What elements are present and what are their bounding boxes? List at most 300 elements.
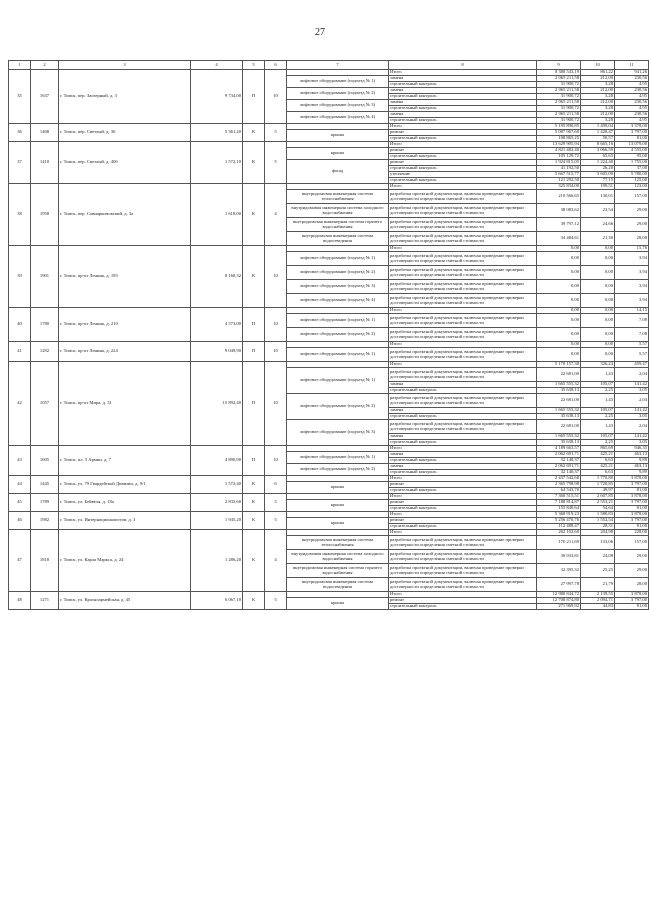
system-cell: крыша bbox=[287, 598, 389, 610]
unit-cost-cell: 8 665,16 bbox=[581, 142, 615, 148]
unit-cost-cell: 2,25 bbox=[581, 440, 615, 446]
row-number-cell: 48 bbox=[9, 592, 31, 610]
limit-cost-cell: 2,04 bbox=[615, 368, 649, 382]
limit-cost-cell: 3,05 bbox=[615, 388, 649, 394]
system-cell: лифтовое оборудование (подъезд № 2) bbox=[287, 266, 389, 280]
address-cell: г. Томск, пр-кт Ленина, д. 224 bbox=[59, 342, 191, 362]
floors-cell: 10 bbox=[265, 246, 287, 308]
unit-cost-cell: 105,07 bbox=[581, 434, 615, 440]
work-type-cell: Итого bbox=[389, 246, 537, 252]
work-type-cell: строительный контроль bbox=[389, 524, 537, 530]
work-type-cell: разработка проектной документации, включая проведение проверки достоверности определения сметной стоимости bbox=[389, 252, 537, 266]
limit-cost-cell: 463,13 bbox=[615, 464, 649, 470]
unit-cost-cell: 23,54 bbox=[581, 204, 615, 218]
floors-cell: 4 bbox=[265, 530, 287, 592]
system-cell: крыша bbox=[287, 148, 389, 160]
cost-cell: 31 900,72 bbox=[537, 94, 581, 100]
unit-cost-cell: 1 428,47 bbox=[581, 130, 615, 136]
unit-cost-cell: 1 580,83 bbox=[581, 512, 615, 518]
unit-cost-cell: 130,01 bbox=[581, 190, 615, 204]
floors-cell: 10 bbox=[265, 342, 287, 362]
work-type-cell: строительный контроль bbox=[389, 82, 537, 88]
area-cell: 8 168,32 bbox=[191, 246, 243, 308]
wall-material-cell: К bbox=[243, 124, 265, 142]
limit-cost-cell: 3,94 bbox=[615, 280, 649, 294]
work-type-cell: разработка проектной документации, включая проведение проверки достоверности определения сметной стоимости bbox=[389, 550, 537, 564]
unit-cost-cell: 3,28 bbox=[581, 106, 615, 112]
limit-cost-cell: 3 878,00 bbox=[615, 476, 649, 482]
system-cell: лифтовое оборудование (подъезд № 4) bbox=[287, 112, 389, 124]
work-type-cell: строительный контроль bbox=[389, 178, 537, 184]
work-type-cell: ремонт bbox=[389, 598, 537, 604]
area-cell: 5 361,20 bbox=[191, 124, 243, 142]
limit-cost-cell: 1 755,00 bbox=[615, 160, 649, 166]
work-type-cell: строительный контроль bbox=[389, 506, 537, 512]
floors-cell: 10 bbox=[265, 362, 287, 446]
wall-material-cell: П bbox=[243, 70, 265, 124]
address-cell: г. Томск, пр-кт Ленина, д. 210 bbox=[59, 308, 191, 342]
unit-cost-cell: 0,00 bbox=[581, 280, 615, 294]
cost-cell: 7 188 814,87 bbox=[537, 500, 581, 506]
limit-cost-cell: 3 878,00 bbox=[615, 494, 649, 500]
limit-cost-cell: 3,94 bbox=[615, 294, 649, 308]
wall-material-cell: П bbox=[243, 342, 265, 362]
unit-cost-cell: 49,97 bbox=[581, 488, 615, 494]
work-type-cell: разработка проектной документации, включая проведение проверки достоверности определения сметной стоимости bbox=[389, 204, 537, 218]
work-type-cell: замена bbox=[389, 382, 537, 388]
address-cell: г. Томск, пл. 5 Армии, д. 7 bbox=[59, 446, 191, 476]
work-type-cell: Итого bbox=[389, 476, 537, 482]
cost-cell: 0,00 bbox=[537, 314, 581, 328]
house-code-cell: 1605 bbox=[31, 446, 59, 476]
wall-material-cell: К bbox=[243, 530, 265, 592]
cost-cell: 32 395,32 bbox=[537, 564, 581, 578]
limit-cost-cell: 81,00 bbox=[615, 604, 649, 610]
area-cell: 6 067,10 bbox=[191, 592, 243, 610]
cost-cell: 31 900,72 bbox=[537, 82, 581, 88]
limit-cost-cell: 4 555,00 bbox=[615, 148, 649, 154]
row-number-cell: 36 bbox=[9, 124, 31, 142]
work-type-cell: разработка проектной документации, включая проведение проверки достоверности определения сметной стоимости bbox=[389, 536, 537, 550]
unit-cost-cell: 105,07 bbox=[581, 382, 615, 388]
row-number-cell: 44 bbox=[9, 476, 31, 494]
system-cell: крыша bbox=[287, 130, 389, 142]
area-cell: 4 890,90 bbox=[191, 446, 243, 476]
work-type-cell: Итого bbox=[389, 70, 537, 76]
cost-cell: 0,00 bbox=[537, 328, 581, 342]
program-table-wrapper bbox=[8, 60, 647, 610]
cost-cell: 34 484,61 bbox=[537, 232, 581, 246]
unit-cost-cell: 425,21 bbox=[581, 464, 615, 470]
cost-cell: 5 667 515,77 bbox=[537, 172, 581, 178]
column-number-header: 5 bbox=[243, 61, 265, 70]
unit-cost-cell: 1 720,85 bbox=[581, 482, 615, 488]
house-code-cell: 1410 bbox=[31, 142, 59, 184]
limit-cost-cell: 95,00 bbox=[615, 154, 649, 160]
cost-cell: 2 062 691,71 bbox=[537, 452, 581, 458]
unit-cost-cell: 44,83 bbox=[581, 604, 615, 610]
system-cell: фасад bbox=[287, 160, 389, 184]
unit-cost-cell: 1,43 bbox=[581, 368, 615, 382]
limit-cost-cell: 141,42 bbox=[615, 408, 649, 414]
limit-cost-cell: 4,95 bbox=[615, 118, 649, 124]
unit-cost-cell: 861,22 bbox=[581, 70, 615, 76]
limit-cost-cell: 9,89 bbox=[615, 470, 649, 476]
cost-cell: 22 681,00 bbox=[537, 420, 581, 434]
house-code-cell: 1818 bbox=[31, 530, 59, 592]
house-code-cell: 1780 bbox=[31, 308, 59, 342]
system-cell: крыша bbox=[287, 500, 389, 512]
limit-cost-cell: 230,56 bbox=[615, 88, 649, 94]
area-cell: 1 572,40 bbox=[191, 476, 243, 494]
house-code-cell: 1901 bbox=[31, 246, 59, 308]
unit-cost-cell: 24,66 bbox=[581, 218, 615, 232]
table-body bbox=[9, 70, 649, 610]
row-number-cell: 47 bbox=[9, 530, 31, 592]
limit-cost-cell: 5 780,00 bbox=[615, 172, 649, 178]
cost-cell: 8 380 543,19 bbox=[537, 70, 581, 76]
cost-cell: 7 360 515,51 bbox=[537, 494, 581, 500]
limit-cost-cell: 3 797,00 bbox=[615, 130, 649, 136]
work-type-cell: строительный контроль bbox=[389, 154, 537, 160]
work-type-cell: Итого bbox=[389, 530, 537, 536]
cost-cell: 2 062 691,71 bbox=[537, 464, 581, 470]
floors-cell: 5 bbox=[265, 142, 287, 184]
unit-cost-cell: 2,25 bbox=[581, 388, 615, 394]
limit-cost-cell: 123,00 bbox=[615, 184, 649, 190]
unit-cost-cell: 326,24 bbox=[581, 362, 615, 368]
unit-cost-cell: 199,51 bbox=[581, 184, 615, 190]
unit-cost-cell: 1 499,04 bbox=[581, 124, 615, 130]
limit-cost-cell: 230,56 bbox=[615, 76, 649, 82]
unit-cost-cell: 21,79 bbox=[581, 578, 615, 592]
cost-cell: 35 638,13 bbox=[537, 440, 581, 446]
system-cell: лифтовое оборудование (подъезд № 3) bbox=[287, 420, 389, 446]
limit-cost-cell: 3,05 bbox=[615, 440, 649, 446]
cost-cell: 0,00 bbox=[537, 266, 581, 280]
cost-cell: 32 140,37 bbox=[537, 470, 581, 476]
wall-material-cell: К bbox=[243, 184, 265, 246]
cost-cell: 64 543,70 bbox=[537, 488, 581, 494]
cost-cell: 2 365 798,98 bbox=[537, 482, 581, 488]
unit-cost-cell: 50,57 bbox=[581, 136, 615, 142]
system-cell: лифтовое оборудование (подъезд № 4) bbox=[287, 294, 389, 308]
floors-cell: 5 bbox=[265, 124, 287, 142]
limit-cost-cell: 13 079,00 bbox=[615, 142, 649, 148]
area-cell: 9 734,00 bbox=[191, 70, 243, 124]
system-cell: лифтовое оборудование (подъезд № 2) bbox=[287, 464, 389, 476]
row-number-cell: 41 bbox=[9, 342, 31, 362]
unit-cost-cell: 6,63 bbox=[581, 458, 615, 464]
system-cell: лифтовое оборудование (подъезд № 1) bbox=[287, 452, 389, 464]
work-type-cell: строительный контроль bbox=[389, 414, 537, 420]
house-code-cell: 1982 bbox=[31, 512, 59, 530]
cost-cell: 41 192,50 bbox=[537, 166, 581, 172]
row-number-cell: 40 bbox=[9, 308, 31, 342]
limit-cost-cell: 941,26 bbox=[615, 70, 649, 76]
unit-cost-cell: 105,07 bbox=[581, 408, 615, 414]
limit-cost-cell: 4,95 bbox=[615, 106, 649, 112]
wall-material-cell: К bbox=[243, 142, 265, 184]
floors-cell: 10 bbox=[265, 446, 287, 476]
work-type-cell: разработка проектной документации, включая проведение проверки достоверности определения сметной стоимости bbox=[389, 348, 537, 362]
work-type-cell: ремонт bbox=[389, 148, 537, 154]
work-type-cell: разработка проектной документации, включая проведение проверки достоверности определения сметной стоимости bbox=[389, 190, 537, 204]
limit-cost-cell: 15,76 bbox=[615, 246, 649, 252]
unit-cost-cell: 0,00 bbox=[581, 348, 615, 362]
work-type-cell: утепление bbox=[389, 172, 537, 178]
system-cell: лифтовое оборудование (подъезд № 2) bbox=[287, 88, 389, 100]
house-code-cell: 1789 bbox=[31, 494, 59, 512]
work-type-cell: строительный контроль bbox=[389, 136, 537, 142]
cost-cell: 271 969,92 bbox=[537, 604, 581, 610]
work-type-cell: Итого bbox=[389, 142, 537, 148]
limit-cost-cell: 5,57 bbox=[615, 342, 649, 348]
unit-cost-cell: 1,43 bbox=[581, 420, 615, 434]
work-type-cell: замена bbox=[389, 112, 537, 118]
house-code-cell: 1408 bbox=[31, 124, 59, 142]
unit-cost-cell: 2 094,71 bbox=[581, 598, 615, 604]
unit-cost-cell: 212,00 bbox=[581, 112, 615, 118]
area-cell: 4 573,00 bbox=[191, 308, 243, 342]
system-cell: лифтовое оборудование (подъезд № 1) bbox=[287, 76, 389, 88]
floors-cell: 5 bbox=[265, 512, 287, 530]
limit-cost-cell: 29,00 bbox=[615, 218, 649, 232]
work-type-cell: строительный контроль bbox=[389, 604, 537, 610]
unit-cost-cell: 0,00 bbox=[581, 314, 615, 328]
system-cell: лифтовое оборудование (подъезд № 1) bbox=[287, 348, 389, 362]
system-cell: внутридомовая инженерная система горячего водоснабжения bbox=[287, 564, 389, 578]
work-type-cell: Итого bbox=[389, 184, 537, 190]
work-type-cell: строительный контроль bbox=[389, 458, 537, 464]
limit-cost-cell: 4,95 bbox=[615, 82, 649, 88]
work-type-cell: Итого bbox=[389, 362, 537, 368]
work-type-cell: разработка проектной документации, включая проведение проверки достоверности определения сметной стоимости bbox=[389, 280, 537, 294]
work-type-cell: строительный контроль bbox=[389, 94, 537, 100]
address-cell: г. Томск, пр-кт Мира, д. 31 bbox=[59, 362, 191, 446]
limit-cost-cell: 7,08 bbox=[615, 314, 649, 328]
column-number-row bbox=[9, 61, 649, 70]
work-type-cell: строительный контроль bbox=[389, 118, 537, 124]
cost-cell: 1 665 555,32 bbox=[537, 434, 581, 440]
limit-cost-cell: 3,05 bbox=[615, 414, 649, 420]
work-type-cell: разработка проектной документации, включая проведение проверки достоверности определения сметной стоимости bbox=[389, 294, 537, 308]
column-number-header: 8 bbox=[389, 61, 537, 70]
system-cell: внутридомовая инженерная система теплоснабжения bbox=[287, 190, 389, 204]
limit-cost-cell: 141,42 bbox=[615, 434, 649, 440]
system-cell: внутридомовая инженерная система холодного водоснабжения bbox=[287, 550, 389, 564]
wall-material-cell: П bbox=[243, 446, 265, 476]
work-type-cell: строительный контроль bbox=[389, 106, 537, 112]
work-type-cell: ремонт bbox=[389, 160, 537, 166]
cost-cell: 210 566,65 bbox=[537, 190, 581, 204]
work-type-cell: разработка проектной документации, включая проведение проверки достоверности определения сметной стоимости bbox=[389, 420, 537, 434]
column-number-header: 6 bbox=[265, 61, 287, 70]
system-cell: внутридомовая инженерная система горячего водоснабжения bbox=[287, 218, 389, 232]
unit-cost-cell: 133,06 bbox=[581, 536, 615, 550]
cost-cell: 5 170 157,38 bbox=[537, 362, 581, 368]
cost-cell: 32 140,37 bbox=[537, 458, 581, 464]
work-type-cell: замена bbox=[389, 100, 537, 106]
limit-cost-cell: 3 797,00 bbox=[615, 500, 649, 506]
unit-cost-cell: 212,00 bbox=[581, 76, 615, 82]
unit-cost-cell: 2 553,21 bbox=[581, 500, 615, 506]
area-cell: 2 835,60 bbox=[191, 494, 243, 512]
page-number: 27 bbox=[315, 27, 325, 38]
floors-cell: 10 bbox=[265, 308, 287, 342]
unit-cost-cell: 2 139,55 bbox=[581, 592, 615, 598]
work-type-cell: замена bbox=[389, 76, 537, 82]
wall-material-cell: К bbox=[243, 512, 265, 530]
work-type-cell: ремонт bbox=[389, 500, 537, 506]
address-cell: г. Томск, пер. Совнаркомовский, д. 3а bbox=[59, 184, 191, 246]
area-cell: 1 945,20 bbox=[191, 512, 243, 530]
row-number-cell: 42 bbox=[9, 362, 31, 446]
cost-cell: 22 681,00 bbox=[537, 368, 581, 382]
house-code-cell: 1292 bbox=[31, 342, 59, 362]
unit-cost-cell: 3,28 bbox=[581, 118, 615, 124]
limit-cost-cell: 946,35 bbox=[615, 446, 649, 452]
cost-cell: 31 900,72 bbox=[537, 106, 581, 112]
area-cell: 15 892,40 bbox=[191, 362, 243, 446]
unit-cost-cell: 3,28 bbox=[581, 94, 615, 100]
cost-cell: 35 638,13 bbox=[537, 414, 581, 420]
limit-cost-cell: 228,00 bbox=[615, 530, 649, 536]
unit-cost-cell: 28,31 bbox=[581, 524, 615, 530]
cost-cell: 12 708 874,80 bbox=[537, 598, 581, 604]
unit-cost-cell: 0,00 bbox=[581, 328, 615, 342]
limit-cost-cell: 230,56 bbox=[615, 112, 649, 118]
cost-cell: 12 980 844,72 bbox=[537, 592, 581, 598]
house-code-cell: 1271 bbox=[31, 592, 59, 610]
work-type-cell: разработка проектной документации, включая проведение проверки достоверности определения сметной стоимости bbox=[389, 232, 537, 246]
cost-cell: 27 997,78 bbox=[537, 578, 581, 592]
limit-cost-cell: 141,42 bbox=[615, 382, 649, 388]
limit-cost-cell: 3 797,00 bbox=[615, 598, 649, 604]
row-number-cell: 37 bbox=[9, 142, 31, 184]
column-number-header: 10 bbox=[581, 61, 615, 70]
cost-cell: 262 102,60 bbox=[537, 530, 581, 536]
cost-cell: 13 629 905,94 bbox=[537, 142, 581, 148]
system-cell: лифтовое оборудование (подъезд № 1) bbox=[287, 368, 389, 394]
work-type-cell: замена bbox=[389, 464, 537, 470]
limit-cost-cell: 29,00 bbox=[615, 204, 649, 218]
address-cell: г. Томск, ул. Карла Маркса, д. 24 bbox=[59, 530, 191, 592]
wall-material-cell: К bbox=[243, 476, 265, 494]
unit-cost-cell: 6,63 bbox=[581, 470, 615, 476]
limit-cost-cell: 37,00 bbox=[615, 166, 649, 172]
work-type-cell: Итого bbox=[389, 124, 537, 130]
unit-cost-cell: 2,25 bbox=[581, 414, 615, 420]
address-cell: г. Томск, пер. Светлый, д. 40б bbox=[59, 142, 191, 184]
cost-cell: 0,00 bbox=[537, 342, 581, 348]
cost-cell: 112 488,47 bbox=[537, 524, 581, 530]
work-type-cell: Итого bbox=[389, 308, 537, 314]
limit-cost-cell: 9,89 bbox=[615, 458, 649, 464]
unit-cost-cell: 0,00 bbox=[581, 252, 615, 266]
address-cell: г. Томск, ул. Красноармейская, д. 45 bbox=[59, 592, 191, 610]
row-number-cell: 45 bbox=[9, 494, 31, 512]
limit-cost-cell: 3 797,00 bbox=[615, 518, 649, 524]
unit-cost-cell: 204,98 bbox=[581, 530, 615, 536]
floors-cell: 5 bbox=[265, 494, 287, 512]
system-cell: лифтовое оборудование (подъезд № 3) bbox=[287, 280, 389, 294]
row-number-cell: 43 bbox=[9, 446, 31, 476]
house-code-cell: 1057 bbox=[31, 362, 59, 446]
work-type-cell: разработка проектной документации, включая проведение проверки достоверности определения сметной стоимости bbox=[389, 266, 537, 280]
work-type-cell: замена bbox=[389, 452, 537, 458]
area-cell: 1 572,10 bbox=[191, 142, 243, 184]
unit-cost-cell: 212,00 bbox=[581, 100, 615, 106]
limit-cost-cell: 81,00 bbox=[615, 524, 649, 530]
cost-cell: 30 933,81 bbox=[537, 550, 581, 564]
limit-cost-cell: 157,00 bbox=[615, 536, 649, 550]
limit-cost-cell: 230,56 bbox=[615, 100, 649, 106]
unit-cost-cell: 0,00 bbox=[581, 294, 615, 308]
cost-cell: 108 865,25 bbox=[537, 136, 581, 142]
cost-cell: 39 797,12 bbox=[537, 218, 581, 232]
limit-cost-cell: 2,04 bbox=[615, 394, 649, 408]
cost-cell: 325 834,00 bbox=[537, 184, 581, 190]
system-cell: лифтовое оборудование (подъезд № 2) bbox=[287, 394, 389, 420]
row-number-cell: 39 bbox=[9, 246, 31, 308]
limit-cost-cell: 125,00 bbox=[615, 178, 649, 184]
cost-cell: 38 083,62 bbox=[537, 204, 581, 218]
address-cell: г. Томск, ул. 79 Гвардейской Дивизии, д. 9/1 bbox=[59, 476, 191, 494]
unit-cost-cell: 212,00 bbox=[581, 88, 615, 94]
area-cell: 9 049,90 bbox=[191, 342, 243, 362]
wall-material-cell: К bbox=[243, 494, 265, 512]
system-cell: внутридомовая инженерная система водоотведения bbox=[287, 232, 389, 246]
work-type-cell: разработка проектной документации, включая проведение проверки достоверности определения сметной стоимости bbox=[389, 578, 537, 592]
system-cell: крыша bbox=[287, 482, 389, 494]
cost-cell: 170 211,69 bbox=[537, 536, 581, 550]
limit-cost-cell: 3,94 bbox=[615, 252, 649, 266]
cost-cell: 1 665 555,32 bbox=[537, 408, 581, 414]
unit-cost-cell: 25,25 bbox=[581, 564, 615, 578]
work-type-cell: разработка проектной документации, включая проведение проверки достоверности определения сметной стоимости bbox=[389, 564, 537, 578]
limit-cost-cell: 3,94 bbox=[615, 266, 649, 280]
work-type-cell: Итого bbox=[389, 494, 537, 500]
limit-cost-cell: 7,08 bbox=[615, 328, 649, 342]
unit-cost-cell: 0,00 bbox=[581, 266, 615, 280]
unit-cost-cell: 0,00 bbox=[581, 246, 615, 252]
unit-cost-cell: 2 607,85 bbox=[581, 494, 615, 500]
column-number-header: 11 bbox=[615, 61, 649, 70]
cost-cell: 0,00 bbox=[537, 246, 581, 252]
area-cell: 1 618,00 bbox=[191, 184, 243, 246]
cost-cell: 4 821 482,40 bbox=[537, 148, 581, 154]
work-type-cell: ремонт bbox=[389, 482, 537, 488]
unit-cost-cell: 1,43 bbox=[581, 394, 615, 408]
limit-cost-cell: 4,95 bbox=[615, 94, 649, 100]
floors-cell: 10 bbox=[265, 70, 287, 124]
address-cell: г. Томск, ул. Интернационалистов, д. 3 bbox=[59, 512, 191, 530]
limit-cost-cell: 459,47 bbox=[615, 362, 649, 368]
row-number-cell: 38 bbox=[9, 184, 31, 246]
work-type-cell: ремонт bbox=[389, 130, 537, 136]
cost-cell: 1 665 555,32 bbox=[537, 382, 581, 388]
house-code-cell: 1445 bbox=[31, 476, 59, 494]
column-number-header: 1 bbox=[9, 61, 31, 70]
work-type-cell: замена bbox=[389, 88, 537, 94]
address-cell: г. Томск, пер. Заозерный, д. 3 bbox=[59, 70, 191, 124]
area-cell: 1 286,20 bbox=[191, 530, 243, 592]
cost-cell: 105 129,72 bbox=[537, 154, 581, 160]
cost-cell: 0,00 bbox=[537, 348, 581, 362]
system-cell: внутридомовая инженерная система водоотведения bbox=[287, 578, 389, 592]
cost-cell: 2 437 542,68 bbox=[537, 476, 581, 482]
